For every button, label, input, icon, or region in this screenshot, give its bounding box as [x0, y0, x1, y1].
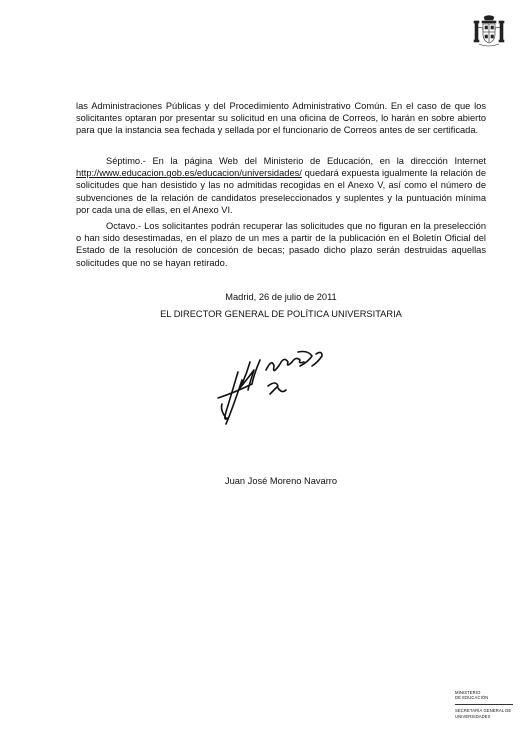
- place-and-date: Madrid, 26 de julio de 2011: [225, 292, 337, 302]
- paragraph-text-start: Séptimo.- En la página Web del Ministerio de Educación, en la dirección Internet: [106, 156, 486, 166]
- secretariat-line-1: SECRETARÍA GENERAL DE: [455, 708, 512, 714]
- paragraph-text: Octavo.- Los solicitantes podrán recuperar las solicitudes que no figuran en la preselección o han sido desestimadas, en el plazo de un mes a partir de la publicación en el Boletín Oficial del Estado de la resolución de concesión de becas; pasado dicho plazo serán destruidas aquellas solicitudes que no se hayan retirado.: [76, 221, 486, 268]
- signer-name: Juan José Moreno Navarro: [224, 476, 338, 486]
- paragraph-septimo: [76, 155, 486, 216]
- ministry-web-link[interactable]: http://www.educacion.gob.es/educacion/universidades/: [76, 168, 302, 179]
- secretariat-line-2: UNIVERSIDADES: [455, 713, 491, 719]
- signer-title: EL DIRECTOR GENERAL DE POLÍTICA UNIVERSITARIA: [160, 309, 402, 319]
- ministry-line-1: MINISTERIO: [455, 690, 481, 695]
- ministry-footer: [455, 690, 525, 719]
- coat-of-arms-icon: [472, 14, 506, 48]
- paragraph-procedure: [76, 100, 486, 137]
- paragraph-octavo: [76, 220, 486, 269]
- paragraph-text: [76, 155, 486, 216]
- footer-divider: [455, 704, 513, 705]
- paragraph-text: las Administraciones Públicas y del Procedimiento Administrativo Común. En el caso de que los solicitantes optaran por presentar su solicitud en una oficina de Correos, lo harán en sobre abierto para que la instancia sea fechada y sellada por el funcionario de Correos antes de ser certificada.: [76, 101, 486, 136]
- handwritten-signature-icon: [212, 340, 336, 430]
- paragraph-text-end: quedará expuesta igualmente la relación de solicitudes que han desistido y las no admitidas recogidas en el Anexo V, así como el número de subvenciones de la relación de candidatos preseleccionados y suplentes y la puntuación mínima por cada una de ellas, en el Anexo VI.: [76, 168, 486, 215]
- ministry-line-2: DE EDUCACIÓN: [455, 695, 489, 701]
